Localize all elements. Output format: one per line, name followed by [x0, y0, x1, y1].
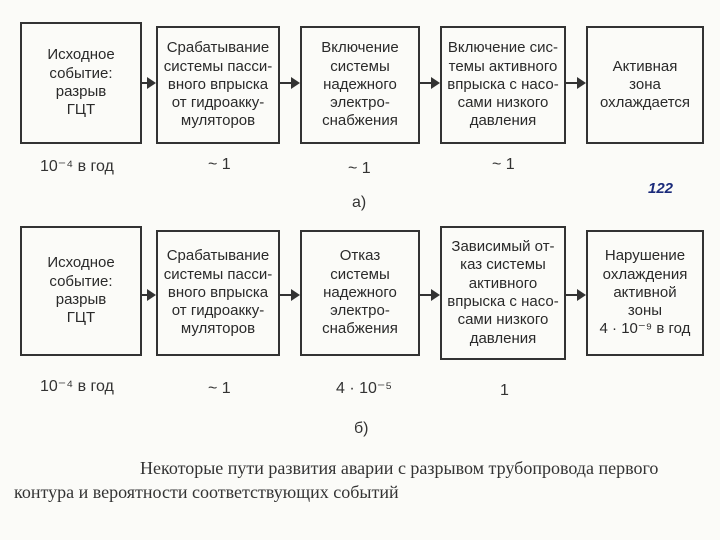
prob-b-3: 4 · 10⁻⁵ — [336, 380, 392, 397]
box-b-dependent-failure: Зависимый от- каз системы активного впрыска с насо- сами низкого давления — [440, 226, 566, 360]
box-b-power-failure: Отказ системы надежного электро- снабжения — [300, 230, 420, 356]
prob-a-1: 10⁻⁴ в год — [40, 158, 114, 175]
arrow-a-1 — [142, 82, 154, 84]
label-b: б) — [354, 420, 369, 437]
prob-b-4: 1 — [500, 382, 509, 399]
figure-caption — [14, 456, 714, 505]
label-a: а) — [352, 194, 367, 211]
arrow-a-4 — [566, 82, 584, 84]
caption-line-2: контура и вероятности соответствующих событий — [14, 482, 399, 503]
box-b-passive-injection: Срабатывание системы пасси- вного впрыска от гидроакку- муляторов — [156, 230, 280, 356]
arrow-b-2 — [280, 294, 298, 296]
prob-b-2: ~ 1 — [208, 380, 231, 397]
caption-line-1: Некоторые пути развития аварии с разрывом трубопровода первого — [140, 458, 659, 478]
box-a-active-injection: Включение сис- темы активного впрыска с насо- сами низкого давления — [440, 26, 566, 144]
prob-a-2: ~ 1 — [208, 156, 231, 173]
prob-a-4: ~ 1 — [492, 156, 515, 173]
box-a-passive-injection: Срабатывание системы пасси- вного впрыска от гидроакку- муляторов — [156, 26, 280, 144]
arrow-a-3 — [420, 82, 438, 84]
arrow-b-4 — [566, 294, 584, 296]
box-a-initial-event: Исходное событие: разрыв ГЦТ — [20, 22, 142, 144]
box-b-cooling-failure: Нарушение охлаждения активной зоны 4 · 10⁻⁹ в год — [586, 230, 704, 356]
arrow-b-3 — [420, 294, 438, 296]
box-b-initial-event: Исходное событие: разрыв ГЦТ — [20, 226, 142, 356]
prob-a-3: ~ 1 — [348, 160, 371, 177]
arrow-a-2 — [280, 82, 298, 84]
box-a-power-supply: Включение системы надежного электро- снабжения — [300, 26, 420, 144]
prob-b-1: 10⁻⁴ в год — [40, 378, 114, 395]
page-number: 122 — [648, 180, 674, 197]
box-a-core-cooled: Активная зона охлаждается — [586, 26, 704, 144]
arrow-b-1 — [142, 294, 154, 296]
